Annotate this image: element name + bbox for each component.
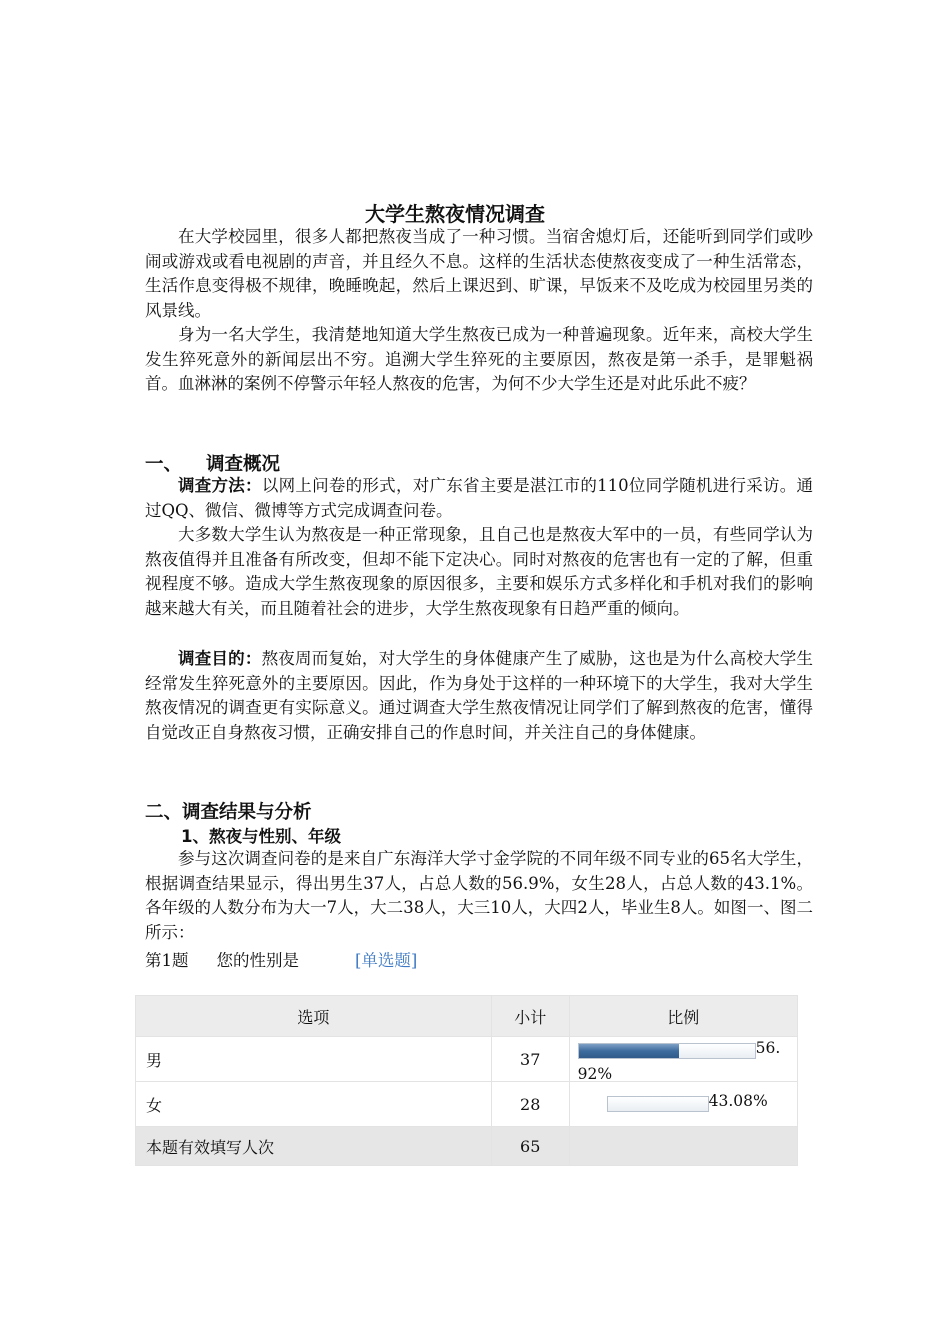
ratio-female [569,1082,797,1127]
section-2-heading: 二、调查结果与分析 [145,802,312,823]
intro-paragraph-1: 在大学校园里，很多人都把熬夜当成了一种习惯。当宿舍熄灯后，还能听到同学们或吵闹或游戏或看电视剧的声音，并且经久不息。这样的生活状态使熬夜变成了一种生活常态，生活作息变得极不规律，晚睡晚起，然后上课迟到、旷课，早饭来不及吃成为校园里另类的风景线。 [145,227,813,320]
ratio-male [569,1037,797,1082]
results-table [135,995,798,1166]
table-header-row [136,996,798,1037]
section-1-title: 调查概况 [206,454,281,475]
ratio-male-pct-a: 56. [755,1039,781,1057]
question-text: 您的性别是 [216,951,299,970]
document-title: 大学生熬夜情况调查 [365,202,545,226]
ratio-male-pct-b: 92% [577,1065,613,1083]
intro-paragraph-2: 身为一名大学生，我清楚地知道大学生熬夜已成为一种普遍现象。近年来，高校大学生发生猝死意外的新闻层出不穷。追溯大学生猝死的主要原因，熬夜是第一杀手，是罪魁祸首。血淋淋的案例不停警示年轻人熬夜的危害，为何不少大学生还是对此乐此不疲？ [145,325,813,394]
total-ratio-empty [569,1127,797,1166]
header-option: 选项 [136,996,492,1037]
subsection-1-heading: 1、熬夜与性别、年级 [181,827,341,846]
results-paragraph: 参与这次调查问卷的是来自广东海洋大学寸金学院的不同年级不同专业的65名大学生，根据调查结果显示，得出男生37人，占总人数的56.9%，女生28人，占总人数的43.1%。各年级的人数分布为大一7人，大二38人，大三10人，大四2人，毕业生8人。如图一、图二所示： [145,849,813,942]
ratio-female-pct: 43.08% [708,1092,768,1110]
total-count: 65 [491,1127,569,1166]
total-label: 本题有效填写人次 [136,1127,492,1166]
method-paragraph [145,474,813,523]
question-number: 第1题 [145,951,189,970]
count-male: 37 [491,1037,569,1082]
header-count: 小计 [491,996,569,1037]
question-line [145,947,417,971]
purpose-paragraph [145,647,813,745]
option-male: 男 [136,1037,492,1082]
question-type: [单选题] [355,951,418,970]
count-female: 28 [491,1082,569,1127]
section-1-number: 一、 [145,454,183,475]
method-text: 以网上问卷的形式，对广东省主要是湛江市的110位同学随机进行采访。通过QQ、微信、微博等方式完成调查问卷。 [145,476,814,520]
purpose-text: 熬夜周而复始，对大学生的身体健康产生了威胁，这也是为什么高校大学生经常发生猝死意外的主要原因。因此，作为身处于这样的一种环境下的大学生，我对大学生熬夜情况的调查更有实际意义。通过调查大学生熬夜情况让同学们了解到熬夜的危害，懂得自觉改正自身熬夜习惯，正确安排自己的作息时间，并关注自己的身体健康。 [145,649,814,742]
purpose-label: 调查目的： [178,649,262,668]
ratio-bar-female [607,1096,709,1112]
analysis-paragraph: 大多数大学生认为熬夜是一种正常现象，且自己也是熬夜大军中的一员，有些同学认为熬夜值得并且准备有所改变，但却不能下定决心。同时对熬夜的危害也有一定的了解，但重视程度不够。造成大学生熬夜现象的原因很多，主要和娱乐方式多样化和手机对我们的影响越来越大有关，而且随着社会的进步，大学生熬夜现象有日趋严重的倾向。 [145,525,813,618]
table-row [136,1082,798,1127]
table-row [136,1037,798,1082]
table-total-row [136,1127,798,1166]
ratio-bar-fill-male [579,1044,679,1058]
method-label: 调查方法： [178,476,262,495]
header-ratio: 比例 [569,996,797,1037]
option-female: 女 [136,1082,492,1127]
ratio-bar-male [578,1043,756,1059]
section-1-heading [145,450,280,476]
